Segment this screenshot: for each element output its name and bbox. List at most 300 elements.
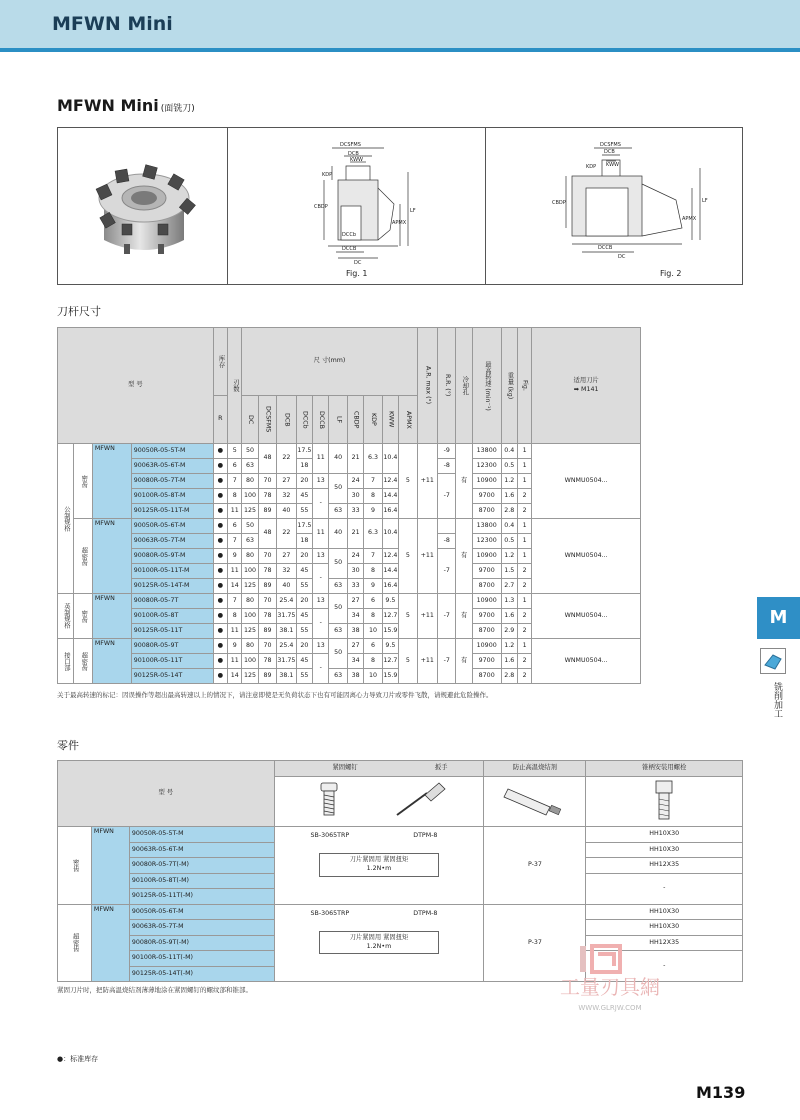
cell-dccb-small: 45 <box>296 564 312 579</box>
model-cell[interactable]: 90080R-05-9T <box>131 639 213 654</box>
cell-cbdp: 30 <box>347 564 363 579</box>
series-label: MFWN <box>92 594 131 639</box>
cell-kdp: 8 <box>364 609 382 624</box>
cell-cbdp: 21 <box>347 444 363 474</box>
cell-insert[interactable]: WNMU0504... <box>532 444 641 519</box>
cell-kww: 16.4 <box>382 504 398 519</box>
sub-label: 密齿 <box>74 594 92 639</box>
cell-wt: 1.3 <box>501 594 517 609</box>
fig1-label-cbdp: CBDP <box>314 204 328 210</box>
parts-model-cell[interactable]: 90050R-05-5T-M <box>129 827 274 843</box>
cell-fig: 2 <box>517 654 531 669</box>
cell-dccb-small: 18 <box>296 459 312 474</box>
cell-rpm: 8700 <box>472 504 501 519</box>
col-header-model: 型 号 <box>58 328 214 444</box>
cell-dc: 125 <box>242 624 258 639</box>
stock-cell: ● <box>213 669 227 684</box>
parts-model-cell[interactable]: 90080R-05-7T(-M) <box>129 858 274 874</box>
col-header-insert <box>532 328 641 444</box>
cell-dcsfms: 70 <box>258 594 276 609</box>
cell-kww: 14.4 <box>382 489 398 504</box>
cell-cbdp: 33 <box>347 579 363 594</box>
fig1-label-dc: DC <box>354 260 362 266</box>
fig1-label-dccb-small: DCCb <box>342 232 357 238</box>
cell-coolant: 有 <box>456 594 472 639</box>
col-header-coolant: 冷却孔 <box>456 328 472 444</box>
cell-cbdp: 38 <box>347 624 363 639</box>
cell-wt: 1.2 <box>501 639 517 654</box>
cell-dcb: 31.75 <box>277 609 296 624</box>
cell-cbdp: 30 <box>347 489 363 504</box>
wrench-code: DTPM-8 <box>413 909 438 917</box>
fig2-label-kww: KWW <box>606 162 619 168</box>
cell-dccb-small: 20 <box>296 549 312 564</box>
parts-model-cell[interactable]: 90125R-05-14T(-M) <box>129 966 274 982</box>
paste-code: P-37 <box>484 827 586 905</box>
bolt-icon <box>586 777 743 827</box>
cell-kdp: 10 <box>364 669 382 684</box>
insert-header-label: 适用刀片 <box>573 376 599 384</box>
cell-rr: -7 <box>438 639 456 684</box>
col-header-rpm: 最高转速 (min⁻¹) <box>472 328 501 444</box>
bolt-code: HH10X30 <box>586 904 743 920</box>
cell-ar: +11 <box>417 639 437 684</box>
cell-fig: 1 <box>517 549 531 564</box>
stock-legend: ●：标准库存 <box>57 1055 99 1063</box>
fig1-label-kdp: KDP <box>322 172 333 178</box>
cell-dcb: 25.4 <box>277 639 296 654</box>
cell-wt: 2.7 <box>501 579 517 594</box>
product-title <box>57 96 195 115</box>
fig2-label-lf: LF <box>702 198 708 204</box>
cell-z: 9 <box>228 549 242 564</box>
cell-dc: 50 <box>242 444 258 459</box>
cell-dcb: 22 <box>277 519 296 549</box>
cell-dcb: 22 <box>277 444 296 474</box>
parts-header-screw: 紧固螺钉 <box>332 764 358 772</box>
cell-rpm: 12300 <box>472 534 501 549</box>
model-cell[interactable]: 90050R-05-5T-M <box>131 444 213 459</box>
cell-cbdp: 38 <box>347 669 363 684</box>
wrench-icon <box>397 783 445 815</box>
cell-rr: -9 <box>438 444 456 459</box>
cell-dc: 100 <box>242 654 258 669</box>
cell-dc: 100 <box>242 609 258 624</box>
cell-dc: 50 <box>242 519 258 534</box>
screw-wrench-cell <box>274 827 484 905</box>
cell-wt: 2.8 <box>501 669 517 684</box>
cell-dcsfms: 48 <box>258 444 276 474</box>
model-cell[interactable]: 90100R-05-11T-M <box>131 564 213 579</box>
screw-icon <box>321 783 337 815</box>
side-tab-label: 铣削加工 <box>772 682 782 718</box>
torque-value: 1.2N•m <box>366 865 392 873</box>
screw-code: SB-3065TRP <box>310 832 350 839</box>
cell-apmx: 5 <box>399 519 417 594</box>
sub-label: 超密齿 <box>74 639 92 684</box>
cell-z: 8 <box>228 489 242 504</box>
cell-dccb: 13 <box>313 549 329 564</box>
cell-z: 6 <box>228 459 242 474</box>
bolt-code: HH12X35 <box>586 935 743 951</box>
group-label-imperial: 英制规格 <box>58 594 74 639</box>
cell-kww: 10.4 <box>382 519 398 549</box>
cell-dc: 125 <box>242 579 258 594</box>
header-bar <box>0 0 800 48</box>
cell-dc: 80 <box>242 549 258 564</box>
cell-dcsfms: 78 <box>258 609 276 624</box>
cell-kdp: 9 <box>364 579 382 594</box>
paste-tube-drawing <box>490 777 580 823</box>
cell-dccb: 13 <box>313 594 329 609</box>
model-cell[interactable]: 90063R-05-6T-M <box>131 459 213 474</box>
parts-model-cell[interactable]: 90063R-05-6T-M <box>129 842 274 858</box>
cell-dccb-dash: - <box>313 609 329 639</box>
fig1-label-lf: LF <box>410 208 416 214</box>
cell-dccb-small: 45 <box>296 654 312 669</box>
face-mill-icon <box>58 128 228 284</box>
cell-cbdp: 34 <box>347 654 363 669</box>
cell-fig: 2 <box>517 624 531 639</box>
cell-dc: 125 <box>242 669 258 684</box>
stock-cell: ● <box>213 534 227 549</box>
cell-wt: 2.8 <box>501 504 517 519</box>
side-tab-m[interactable]: M <box>757 597 800 639</box>
figure-1-drawing <box>228 128 486 284</box>
cell-fig: 2 <box>517 489 531 504</box>
cell-dc: 125 <box>242 504 258 519</box>
cell-rpm: 9700 <box>472 489 501 504</box>
cell-cbdp: 24 <box>347 474 363 489</box>
col-header-rr: R.R. (°) <box>438 328 456 444</box>
stock-cell: ● <box>213 519 227 534</box>
torque-box <box>319 853 439 877</box>
fig2-label-dc: DC <box>618 254 626 260</box>
torque-label: 刀片紧固用 紧固扭矩 <box>349 933 409 941</box>
cell-dccb: 11 <box>313 444 329 474</box>
cell-lf: 50 <box>329 474 347 504</box>
model-cell[interactable]: 90100R-05-8T-M <box>131 489 213 504</box>
fig2-label-cbdp: CBDP <box>552 200 566 206</box>
header-title: MFWN Mini <box>52 13 173 35</box>
cell-kww: 15.9 <box>382 624 398 639</box>
cell-z: 14 <box>228 669 242 684</box>
torque-label: 刀片紧固用 紧固扭矩 <box>349 856 409 863</box>
cell-cbdp: 34 <box>347 609 363 624</box>
group-label-interface: 接口部 <box>58 639 74 684</box>
paste-code: P-37 <box>484 904 586 982</box>
cell-z: 11 <box>228 504 242 519</box>
col-header-lf: LF <box>329 396 347 444</box>
model-cell[interactable]: 90050R-05-6T-M <box>131 519 213 534</box>
bolt-code: - <box>586 873 743 904</box>
figure-box <box>57 127 743 285</box>
fig1-label-kww: KWW <box>350 157 363 163</box>
cell-dc: 100 <box>242 564 258 579</box>
cell-rr: -7 <box>438 549 456 594</box>
cell-fig: 1 <box>517 474 531 489</box>
sub-label: 超密齿 <box>74 519 92 594</box>
cell-dcb: 25.4 <box>277 594 296 609</box>
cell-kdp: 7 <box>364 549 382 564</box>
stock-cell: ● <box>213 639 227 654</box>
watermark-text: 工量刃具網 <box>560 975 660 999</box>
cell-rpm: 13800 <box>472 519 501 534</box>
parts-model-cell[interactable]: 90100R-05-8T(-M) <box>129 873 274 889</box>
cell-apmx: 5 <box>399 444 417 519</box>
cell-fig: 1 <box>517 639 531 654</box>
col-header-teeth: 刃数 <box>228 328 242 444</box>
cell-dccb-small: 18 <box>296 534 312 549</box>
cell-fig: 2 <box>517 579 531 594</box>
parts-group-label: 超密齿 <box>58 904 92 982</box>
cell-z: 7 <box>228 474 242 489</box>
cell-rr <box>438 519 456 534</box>
holder-dimension-table <box>57 327 641 684</box>
header-rule <box>0 48 800 52</box>
cell-kdp: 10 <box>364 624 382 639</box>
cell-cbdp: 27 <box>347 639 363 654</box>
cell-rpm: 9700 <box>472 654 501 669</box>
cell-dcb: 27 <box>277 474 296 489</box>
cell-coolant: 有 <box>456 519 472 594</box>
cell-dc: 63 <box>242 534 258 549</box>
fig2-label-dcsfms: DCSFMS <box>600 142 621 148</box>
col-header-dccb-small: DCCb <box>296 396 312 444</box>
cell-lf: 63 <box>329 669 347 684</box>
cell-rpm: 8700 <box>472 624 501 639</box>
fig2-caption: Fig. 2 <box>660 269 682 278</box>
bolt-code: HH10X30 <box>586 827 743 843</box>
cell-lf: 40 <box>329 519 347 549</box>
cell-wt: 1.6 <box>501 654 517 669</box>
cell-dcsfms: 89 <box>258 579 276 594</box>
model-cell[interactable]: 90125R-05-14T <box>131 669 213 684</box>
cell-rpm: 9700 <box>472 609 501 624</box>
cell-dc: 80 <box>242 474 258 489</box>
cell-dccb-small: 17.5 <box>296 444 312 459</box>
cell-kdp: 9 <box>364 504 382 519</box>
cell-z: 7 <box>228 594 242 609</box>
cell-kdp: 6 <box>364 594 382 609</box>
cell-kdp: 7 <box>364 474 382 489</box>
cell-dcsfms: 89 <box>258 669 276 684</box>
cell-insert[interactable]: WNMU0504... <box>532 519 641 594</box>
cell-dccb-small: 17.5 <box>296 519 312 534</box>
fig1-caption: Fig. 1 <box>346 269 368 278</box>
cell-dcb: 32 <box>277 489 296 504</box>
cell-lf: 63 <box>329 504 347 519</box>
cell-z: 5 <box>228 444 242 459</box>
parts-series-label: MFWN <box>91 827 129 905</box>
torque-box <box>319 931 439 955</box>
stock-cell: ● <box>213 549 227 564</box>
stock-cell: ● <box>213 564 227 579</box>
bolt-code: - <box>586 951 743 982</box>
cell-fig: 2 <box>517 564 531 579</box>
col-header-kdp: KDP <box>364 396 382 444</box>
cell-kww: 14.4 <box>382 564 398 579</box>
cell-lf: 40 <box>329 444 347 474</box>
cell-z: 14 <box>228 579 242 594</box>
bolt-drawing <box>644 777 684 823</box>
stock-cell: ● <box>213 444 227 459</box>
table-row <box>58 594 641 609</box>
cell-kww: 9.5 <box>382 594 398 609</box>
model-cell[interactable]: 90080R-05-7T-M <box>131 474 213 489</box>
cell-dcb: 40 <box>277 504 296 519</box>
cell-dcsfms: 78 <box>258 654 276 669</box>
model-cell[interactable]: 90080R-05-9T-M <box>131 549 213 564</box>
cell-coolant: 有 <box>456 444 472 519</box>
cell-ar: +11 <box>417 444 437 519</box>
model-cell[interactable]: 90125R-05-14T-M <box>131 579 213 594</box>
table-row <box>58 444 641 459</box>
cell-fig: 1 <box>517 594 531 609</box>
col-header-weight: 重量 (kg) <box>501 328 517 444</box>
model-cell[interactable]: 90080R-05-7T <box>131 594 213 609</box>
cell-dc: 63 <box>242 459 258 474</box>
cell-cbdp: 27 <box>347 594 363 609</box>
parts-model-cell[interactable]: 90080R-05-9T(-M) <box>129 935 274 951</box>
bolt-code: HH10X30 <box>586 920 743 936</box>
cell-apmx: 5 <box>399 639 417 684</box>
wrench-code: DTPM-8 <box>413 832 438 839</box>
model-cell[interactable]: 90125R-05-11T-M <box>131 504 213 519</box>
cell-kww: 12.4 <box>382 549 398 564</box>
bolt-code: HH12X35 <box>586 858 743 874</box>
rpm-note: 关于最高转速的标记：因误操作等超出最高转速以上的情况下，请注意即使是无负荷状态下也有可能因离心力导致刀片或零件飞散，请规避此危险操作。 <box>57 691 493 699</box>
cell-rpm: 10900 <box>472 474 501 489</box>
parts-header-screw-wrench <box>274 761 484 777</box>
col-header-dccb: DCCB <box>313 396 329 444</box>
page-number: M139 <box>696 1083 746 1102</box>
parts-series-label: MFWN <box>91 904 129 982</box>
bolt-code: HH10X30 <box>586 842 743 858</box>
cell-dcb: 27 <box>277 549 296 564</box>
cell-dc: 80 <box>242 639 258 654</box>
cell-kww: 10.4 <box>382 444 398 474</box>
cell-wt: 1.5 <box>501 564 517 579</box>
parts-model-cell[interactable]: 90125R-05-11T(-M) <box>129 889 274 905</box>
cell-dcb: 32 <box>277 564 296 579</box>
cell-dcsfms: 70 <box>258 549 276 564</box>
parts-group-label: 密齿 <box>58 827 92 905</box>
cell-rpm: 8700 <box>472 579 501 594</box>
cell-wt: 1.2 <box>501 474 517 489</box>
model-cell[interactable]: 90063R-05-7T-M <box>131 534 213 549</box>
cell-z: 11 <box>228 624 242 639</box>
model-cell[interactable]: 90100R-05-8T <box>131 609 213 624</box>
cell-wt: 2.9 <box>501 624 517 639</box>
cell-dcsfms: 89 <box>258 624 276 639</box>
parts-model-cell[interactable]: 90050R-05-6T-M <box>129 904 274 920</box>
cell-dccb-dash: - <box>313 564 329 594</box>
col-header-ar: A.R. max (°) <box>417 328 437 444</box>
stock-cell: ● <box>213 624 227 639</box>
product-subtitle: (面铣刀) <box>160 104 195 114</box>
cell-rr: -7 <box>438 474 456 519</box>
parts-header-bolt: 锥柄安装用螺栓 <box>586 761 743 777</box>
cell-dccb-small: 20 <box>296 594 312 609</box>
model-cell[interactable]: 90125R-05-11T <box>131 624 213 639</box>
cell-ar: +11 <box>417 519 437 594</box>
cell-dc: 80 <box>242 594 258 609</box>
screw-wrench-cell <box>274 904 484 982</box>
cell-rr: -7 <box>438 594 456 639</box>
col-header-cbdp: CBDP <box>347 396 363 444</box>
cell-rpm: 10900 <box>472 639 501 654</box>
table-row <box>58 827 743 843</box>
cell-dcb: 40 <box>277 579 296 594</box>
product-name: MFWN Mini <box>57 96 159 115</box>
cell-fig: 2 <box>517 609 531 624</box>
stock-cell: ● <box>213 654 227 669</box>
insert-page-ref[interactable]: ➡ M141 <box>573 386 599 393</box>
cell-dccb-dash: - <box>313 489 329 519</box>
cell-dcb: 38.1 <box>277 624 296 639</box>
paste-icon <box>484 777 586 827</box>
group-label-metric: 公制规格 <box>58 444 74 594</box>
section-title-parts: 零件 <box>57 739 79 752</box>
cell-kww: 12.4 <box>382 474 398 489</box>
cell-cbdp: 24 <box>347 549 363 564</box>
col-header-dcsfms: DCSFMS <box>258 396 276 444</box>
cell-z: 8 <box>228 609 242 624</box>
parts-note: 紧固刀片时，把防高温烧结剂薄薄地涂在紧固螺钉的螺纹部和锥部。 <box>57 986 252 994</box>
cell-fig: 2 <box>517 504 531 519</box>
parts-model-cell[interactable]: 90100R-05-11T(-M) <box>129 951 274 967</box>
sub-label: 密齿 <box>74 444 92 519</box>
cell-dcsfms: 48 <box>258 519 276 549</box>
stock-cell: ● <box>213 474 227 489</box>
cell-z: 11 <box>228 564 242 579</box>
parts-model-cell[interactable]: 90063R-05-7T-M <box>129 920 274 936</box>
cell-wt: 0.4 <box>501 519 517 534</box>
col-header-dcb: DCB <box>277 396 296 444</box>
cell-dcb: 38.1 <box>277 669 296 684</box>
cell-rpm: 12300 <box>472 459 501 474</box>
section-title-holder: 刀杆尺寸 <box>57 305 101 318</box>
parts-header-model: 型 号 <box>58 761 275 827</box>
parts-header-paste: 防止高温烧结剂 <box>484 761 586 777</box>
cell-cbdp: 21 <box>347 519 363 549</box>
screw-wrench-drawing <box>279 777 479 823</box>
col-header-fig: Fig. <box>517 328 531 444</box>
cell-lf: 50 <box>329 639 347 669</box>
stock-cell: ● <box>213 504 227 519</box>
model-cell[interactable]: 90100R-05-11T <box>131 654 213 669</box>
series-label: MFWN <box>92 639 131 684</box>
stock-cell: ● <box>213 489 227 504</box>
col-header-apmx: APMX <box>399 396 417 444</box>
cell-insert[interactable]: WNMU0504... <box>532 639 641 684</box>
cell-fig: 1 <box>517 444 531 459</box>
cell-dcsfms: 89 <box>258 504 276 519</box>
cell-fig: 2 <box>517 669 531 684</box>
cell-dccb-dash: - <box>313 654 329 684</box>
cell-insert[interactable]: WNMU0504... <box>532 594 641 639</box>
cell-dc: 100 <box>242 489 258 504</box>
stock-cell: ● <box>213 609 227 624</box>
cell-dcsfms: 70 <box>258 474 276 489</box>
product-photo <box>58 128 228 284</box>
cell-dccb-small: 45 <box>296 489 312 504</box>
table-row <box>58 639 641 654</box>
milling-icon <box>760 648 786 674</box>
cell-kww: 16.4 <box>382 579 398 594</box>
col-header-dc: DC <box>242 396 258 444</box>
